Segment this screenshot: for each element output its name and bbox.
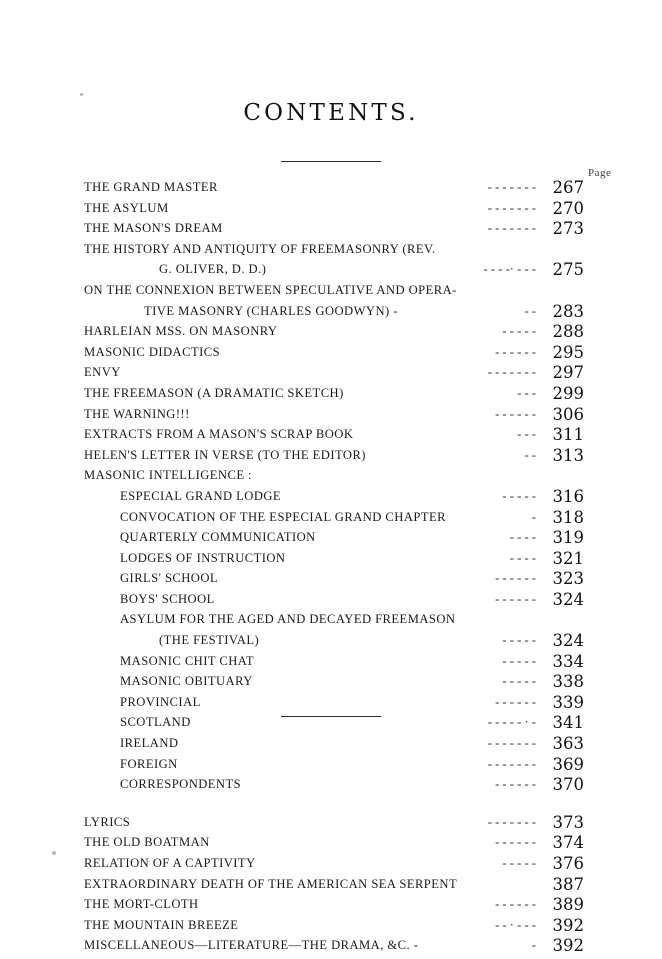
toc-entry[interactable] [84,342,584,366]
toc-section-two [84,812,584,959]
toc-entry-leaders: - - - - - · - [487,715,536,730]
toc-entry-leaders: - - - - - [502,488,536,503]
toc-entry[interactable] [84,365,584,386]
toc-entry[interactable] [84,754,584,778]
toc-entry-leaders: - - - [517,385,536,400]
toc-entry-page-number: 311 [552,425,584,445]
toc-entry-label: IRELAND [120,736,179,751]
toc-entry-leaders: - - - - - - - [487,200,536,215]
toc-entry-label: GIRLS' SCHOOL [120,571,219,586]
toc-entry[interactable] [84,897,584,918]
toc-entry-page-number: 369 [552,754,584,774]
toc-entry-page-number: 273 [552,219,584,239]
toc-entry-label: MASONIC OBITUARY [120,674,253,689]
toc-entry[interactable] [84,180,584,201]
toc-entry[interactable] [84,715,584,736]
toc-entry-label: SCOTLAND [120,715,191,730]
toc-entry-label: MASONIC INTELLIGENCE : [84,468,253,483]
toc-entry-label: THE WARNING!!! [84,406,190,421]
toc-entry[interactable] [84,589,584,613]
toc-entry-page-number: 338 [552,672,584,692]
toc-entry-page-number: 297 [552,363,584,383]
toc-entry-label: LYRICS [84,814,131,829]
toc-entry-leaders: - - - - - - [495,406,536,421]
toc-entry-label: TIVE MASONRY (CHARLES GOODWYN) - [144,303,398,318]
toc-entry[interactable] [84,874,584,898]
toc-entry-label: ENVY [84,365,121,380]
toc-entry[interactable] [84,468,584,489]
toc-entry-leaders: - - - - - [502,653,536,668]
toc-entry-label: PROVINCIAL [120,694,201,709]
toc-entry-page-number: 374 [552,833,584,853]
toc-entry-page-number: 370 [552,775,584,795]
toc-entry-page-number: 270 [552,198,584,218]
toc-entry-label: CONVOCATION OF THE ESPECIAL GRAND CHAPTER [120,509,446,524]
toc-entry-leaders: - - · - - - [495,917,536,932]
toc-entry[interactable] [84,633,584,654]
toc-entry-page-number: 323 [552,569,584,589]
toc-entry[interactable] [84,938,584,959]
toc-entry-label: HELEN'S LETTER IN VERSE (TO THE EDITOR) [84,447,366,462]
toc-entry-page-number: 275 [552,260,584,280]
toc-entry-page-number: 313 [552,445,584,465]
toc-entry-page-number: 392 [552,936,584,956]
toc-entry-label: MISCELLANEOUS—LITERATURE—THE DRAMA, &C. - [84,938,419,953]
toc-entry-leaders: - - - - [509,530,536,545]
toc-entry[interactable] [84,777,584,798]
toc-entry-page-number: 363 [552,734,584,754]
toc-entry[interactable] [84,324,584,345]
toc-entry-leaders: - - - - - - - [487,221,536,236]
table-of-contents [84,180,584,959]
toc-entry-label: FOREIGN [120,756,178,771]
toc-entry[interactable] [84,427,584,448]
toc-entry-page-number: 373 [552,812,584,832]
toc-entry-label: THE HISTORY AND ANTIQUITY OF FREEMASONRY (REV. [84,241,436,256]
toc-entry-page-number: 319 [552,528,584,548]
toc-entry[interactable] [84,262,584,283]
toc-entry-leaders: - - - - - - - [487,736,536,751]
toc-entry-leaders: - [531,938,536,953]
toc-entry-leaders: - - - - - - [495,897,536,912]
toc-entry-leaders: - - - - - - [495,694,536,709]
paper-speck [52,851,56,855]
toc-entry-label: G. OLIVER, D. D.) [159,262,267,277]
toc-entry-leaders: - - - - - - [495,591,536,606]
toc-entry-leaders: - - - - - - - [487,180,536,194]
toc-entry-page-number: 288 [552,322,584,342]
toc-entry[interactable] [84,221,584,242]
toc-entry-label: BOYS' SCHOOL [120,591,215,606]
toc-entry-label: THE ASYLUM [84,200,169,215]
toc-entry-leaders: - - - [517,427,536,442]
toc-entry-label: EXTRAORDINARY DEATH OF THE AMERICAN SEA SERPENT [84,876,458,891]
toc-entry-label: HARLEIAN MSS. ON MASONRY [84,324,278,339]
toc-entry-page-number: 339 [552,692,584,712]
toc-entry[interactable] [84,612,584,633]
toc-entry-label: CORRESPONDENTS [120,777,242,792]
toc-entry[interactable] [84,486,584,510]
toc-entry-leaders: - - - - - - - [487,756,536,771]
toc-entry-label: THE OLD BOATMAN [84,835,210,850]
toc-entry-label: ESPECIAL GRAND LODGE [120,488,282,503]
toc-entry-label: MASONIC DIDACTICS [84,344,221,359]
paper-speck [80,93,83,96]
toc-entry[interactable] [84,812,584,836]
toc-entry[interactable] [84,242,584,263]
toc-entry-page-number: 392 [552,915,584,935]
toc-entry-label: LODGES OF INSTRUCTION [120,550,286,565]
toc-entry[interactable] [84,692,584,716]
toc-entry-leaders: - - - - - - - [487,365,536,380]
toc-entry[interactable] [84,530,584,551]
toc-entry-page-number: 324 [552,589,584,609]
toc-entry[interactable] [84,548,584,572]
divider-middle [281,716,381,717]
toc-entry-leaders: - - [524,447,536,462]
toc-entry-label: ASYLUM FOR THE AGED AND DECAYED FREEMASON [120,612,456,627]
toc-entry-leaders: - - - - [509,550,536,565]
toc-entry-leaders: - [531,509,536,524]
toc-entry[interactable] [84,674,584,695]
toc-entry-page-number: 318 [552,507,584,527]
toc-entry-page-number: 334 [552,651,584,671]
toc-entry-leaders: - - - - - [502,674,536,689]
toc-entry[interactable] [84,651,584,675]
toc-entry[interactable] [84,736,584,757]
toc-entry-page-number: 306 [552,404,584,424]
divider-top [281,161,381,162]
toc-entry[interactable] [84,856,584,877]
toc-entry-label: THE MORT-CLOTH [84,897,199,912]
toc-entry-page-number: 324 [552,631,584,651]
toc-entry[interactable] [84,571,584,592]
toc-entry-page-number: 283 [552,301,584,321]
toc-entry[interactable] [84,915,584,939]
toc-entry[interactable] [84,283,584,304]
page-column-header: Page [588,167,612,179]
toc-entry-leaders: - - - - - [502,324,536,339]
toc-entry-leaders: - - - - - - [495,344,536,359]
toc-entry[interactable] [84,445,584,469]
toc-entry-page-number: 321 [552,548,584,568]
toc-entry-leaders: - - - - - [502,633,536,648]
toc-entry-leaders: - - - -· - - - [483,262,536,277]
toc-entry-page-number: 299 [552,383,584,403]
toc-entry-label: QUARTERLY COMMUNICATION [120,530,316,545]
toc-entry-label: THE MASON'S DREAM [84,221,223,236]
toc-entry-leaders: - - - - - - - [487,814,536,829]
toc-entry-label: THE GRAND MASTER [84,180,218,194]
toc-entry-leaders: - - - - - [502,856,536,870]
toc-entry-page-number: 341 [552,713,584,733]
toc-entry[interactable] [84,383,584,407]
toc-entry-leaders: - - - - - - [495,835,536,850]
section-gap [84,798,584,815]
toc-entry-page-number: 295 [552,342,584,362]
toc-entry[interactable] [84,301,584,325]
toc-entry-leaders: - - - - - - [495,777,536,792]
toc-entry-page-number: 389 [552,895,584,915]
toc-entry-leaders: - - - - - - [495,571,536,586]
toc-entry-page-number: 316 [552,486,584,506]
toc-entry-label: EXTRACTS FROM A MASON'S SCRAP BOOK [84,427,354,442]
page-title: CONTENTS. [243,100,419,126]
toc-entry-label: THE MOUNTAIN BREEZE [84,917,239,932]
toc-entry-label: RELATION OF A CAPTIVITY [84,856,256,870]
toc-entry-label: ON THE CONNEXION BETWEEN SPECULATIVE AND OPERA- [84,282,457,297]
toc-entry[interactable] [84,404,584,428]
toc-entry-page-number: 376 [552,854,584,873]
toc-entry-page-number: 387 [552,874,584,894]
toc-entry-label: THE FREEMASON (A DRAMATIC SKETCH) [84,385,344,400]
toc-entry[interactable] [84,198,584,222]
toc-entry-page-number: 267 [552,178,584,197]
toc-section-one [84,180,584,798]
toc-entry-leaders: - - [524,303,536,318]
toc-entry-label: (THE FESTIVAL) [159,633,260,648]
toc-entry-label: MASONIC CHIT CHAT [120,653,255,668]
toc-entry[interactable] [84,507,584,531]
toc-entry[interactable] [84,835,584,856]
